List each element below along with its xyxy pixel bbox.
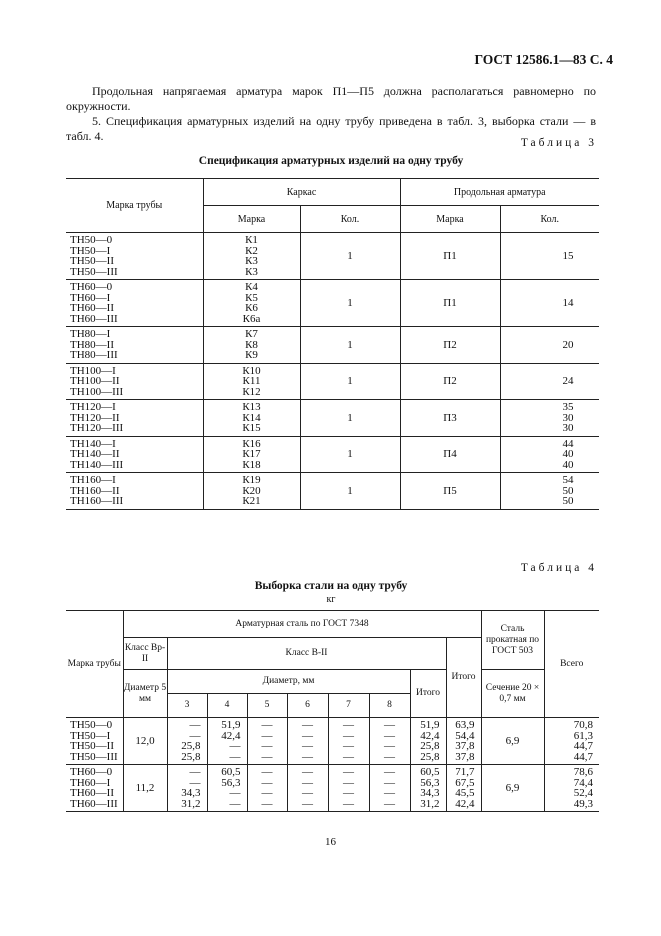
diam-d6-cell: [287, 718, 328, 765]
rolled-steel-value: 6,9: [481, 718, 544, 765]
long-qty-cell: [500, 436, 599, 473]
frame-qty: 1: [300, 473, 400, 510]
itogo-value: 71,7: [455, 766, 475, 778]
total-cell: [544, 765, 599, 812]
frame-mark: К14: [242, 411, 261, 424]
total-cell: [544, 718, 599, 765]
diam-value: —: [384, 740, 395, 752]
pipe-mark: ТН160—I: [70, 474, 116, 486]
diam-value: —: [384, 797, 395, 810]
long-qty: 50: [562, 495, 574, 507]
diam-d7-cell: [328, 718, 369, 765]
diam-value: 56,3: [221, 776, 241, 789]
frame-marks-cell: [203, 473, 300, 510]
page-number: 16: [325, 836, 336, 848]
pipe-mark: ТН60—0: [70, 281, 113, 293]
pipe-marks-cell: [66, 280, 203, 327]
diam-value: 31,2: [181, 797, 201, 810]
pipe-mark: ТН50—II: [70, 740, 114, 752]
long-qty: 24: [562, 375, 574, 387]
diam-d5-cell: [247, 765, 287, 812]
long-mark: П1: [400, 233, 500, 280]
itogo-value: 54,4: [455, 729, 475, 742]
long-qty: 44: [562, 437, 574, 450]
itogo-value: 63,9: [455, 719, 475, 731]
long-qty: 30: [562, 411, 574, 424]
t4-header-diam-mm: Диаметр, мм: [167, 670, 410, 694]
long-qty: 40: [562, 448, 574, 460]
diam-value: —: [261, 719, 273, 731]
diam-value: —: [343, 766, 354, 778]
rolled-steel-value: 6,9: [481, 765, 544, 812]
pipe-marks-cell: [66, 363, 203, 400]
frame-mark: К15: [242, 422, 261, 434]
frame-marks-cell: [203, 280, 300, 327]
diam-value: —: [229, 787, 241, 799]
total-value: 52,4: [573, 787, 593, 799]
long-mark: П2: [400, 363, 500, 400]
t4-header-d5: 5: [247, 694, 287, 718]
frame-mark: К8: [245, 338, 258, 351]
frame-mark: К13: [242, 401, 261, 413]
t3-header-frame-qty: Кол.: [300, 206, 400, 233]
total-value: 44,7: [573, 750, 593, 763]
pipe-marks-cell: [66, 765, 123, 812]
pipe-mark: ТН50—0: [70, 719, 113, 731]
diam-value: —: [261, 766, 273, 778]
table-row: [66, 363, 599, 400]
long-qty-cell: [500, 327, 599, 364]
long-qty-cell: [500, 280, 599, 327]
frame-mark: К10: [242, 364, 261, 377]
frame-mark: К4: [245, 281, 258, 293]
frame-mark: К6: [245, 302, 258, 314]
diam-value: —: [302, 729, 313, 742]
itogo-v-value: 31,2: [420, 797, 440, 810]
pipe-mark: ТН140—I: [70, 437, 116, 450]
table-row: [66, 473, 599, 510]
diam-value: —: [343, 776, 354, 789]
itogo-v-cell: [410, 765, 446, 812]
long-qty: 35: [562, 401, 574, 413]
frame-marks-cell: [203, 327, 300, 364]
pipe-mark: ТН160—II: [70, 484, 120, 497]
diam-value: —: [343, 797, 354, 810]
t4-header-d3: 3: [167, 694, 207, 718]
diam-value: —: [302, 719, 313, 731]
pipe-mark: ТН60—0: [70, 766, 113, 778]
diam-d8-cell: [369, 718, 410, 765]
frame-mark: К16: [242, 437, 261, 450]
total-value: 74,4: [573, 776, 593, 789]
diam-value: 25,8: [181, 750, 201, 763]
diam-d5-cell: [247, 718, 287, 765]
long-qty: 50: [562, 484, 574, 497]
pipe-mark: ТН50—I: [70, 729, 111, 742]
paragraph-longitudinal-reinforcement: Продольная напрягаемая арматура марок П1—П5 должна располагаться равномерно по окружности.: [66, 84, 596, 113]
frame-mark: К9: [245, 349, 258, 361]
frame-mark: К21: [242, 495, 261, 507]
frame-qty: 1: [300, 233, 400, 280]
t3-header-long-mark: Марка: [400, 206, 500, 233]
long-qty-cell: [500, 233, 599, 280]
itogo-v-cell: [410, 718, 446, 765]
frame-mark: К17: [242, 448, 261, 460]
pipe-mark: ТН50—III: [70, 750, 118, 763]
diam-value: —: [302, 776, 313, 789]
pipe-mark: ТН60—III: [70, 797, 118, 810]
total-value: 44,7: [573, 740, 593, 752]
t4-header-class-v: Класс В-II: [167, 638, 446, 670]
long-mark: П3: [400, 400, 500, 437]
diam-value: 42,4: [221, 729, 241, 742]
pipe-mark: ТН60—III: [70, 312, 118, 325]
pipe-mark: ТН140—II: [70, 448, 120, 460]
table-row: [66, 436, 599, 473]
frame-mark: К3: [245, 255, 258, 267]
diam-value: —: [229, 797, 241, 810]
diam-value: —: [261, 750, 273, 763]
itogo-value: 42,4: [455, 797, 475, 810]
diam-value: —: [229, 750, 241, 763]
frame-qty: 1: [300, 436, 400, 473]
long-qty: 40: [562, 458, 574, 471]
pipe-mark: ТН50—0: [70, 234, 113, 246]
pipe-mark: ТН80—I: [70, 328, 111, 340]
frame-mark: К3: [245, 265, 258, 278]
pipe-mark: ТН120—II: [70, 411, 120, 424]
class-vr-value: 11,2: [123, 765, 167, 812]
frame-mark: К12: [242, 385, 261, 398]
frame-marks-cell: [203, 363, 300, 400]
pipe-mark: ТН100—III: [70, 385, 124, 398]
table-row: [66, 280, 599, 327]
pipe-mark: ТН100—I: [70, 364, 116, 377]
pipe-mark: ТН50—III: [70, 265, 118, 278]
itogo-v-value: 42,4: [420, 729, 440, 742]
frame-mark: К2: [245, 244, 258, 257]
table3-caption: Спецификация арматурных изделий на одну трубу: [198, 155, 464, 167]
table-row: [66, 718, 599, 765]
pipe-mark: ТН60—I: [70, 291, 111, 304]
pipe-marks-cell: [66, 400, 203, 437]
table4: [66, 610, 599, 812]
diam-value: —: [189, 776, 201, 789]
pipe-mark: ТН100—II: [70, 375, 120, 387]
t3-header-longitudinal: Продольная арматура: [400, 179, 599, 206]
pipe-mark: ТН160—III: [70, 495, 124, 507]
frame-qty: 1: [300, 327, 400, 364]
table-row: [66, 327, 599, 364]
pipe-mark: ТН50—II: [70, 255, 114, 267]
t4-header-d7: 7: [328, 694, 369, 718]
pipe-mark: ТН60—II: [70, 302, 114, 314]
diam-value: —: [384, 750, 395, 763]
long-qty-cell: [500, 363, 599, 400]
t3-header-pipe-mark: Марка трубы: [66, 179, 203, 233]
diam-value: —: [302, 797, 313, 810]
diam-value: —: [384, 719, 395, 731]
diam-value: —: [343, 719, 354, 731]
diam-value: —: [302, 740, 313, 752]
diam-d8-cell: [369, 765, 410, 812]
diam-value: —: [343, 750, 354, 763]
itogo-v-value: 60,5: [420, 766, 440, 778]
long-qty: 14: [562, 296, 574, 309]
t4-header-arm-steel: Арматурная сталь по ГОСТ 7348: [123, 611, 481, 638]
itogo-cell: [446, 718, 481, 765]
long-mark: П1: [400, 280, 500, 327]
itogo-value: 45,5: [455, 787, 475, 799]
frame-marks-cell: [203, 400, 300, 437]
diam-value: 51,9: [221, 719, 241, 731]
long-mark: П2: [400, 327, 500, 364]
long-qty: 15: [562, 249, 574, 262]
frame-mark: К7: [245, 328, 258, 340]
table4-unit: кг: [326, 594, 336, 605]
itogo-v-value: 25,8: [420, 750, 440, 763]
frame-qty: 1: [300, 280, 400, 327]
t4-header-total: Всего: [544, 611, 599, 718]
itogo-cell: [446, 765, 481, 812]
t4-header-d6: 6: [287, 694, 328, 718]
class-vr-value: 12,0: [123, 718, 167, 765]
diam-value: —: [189, 766, 201, 778]
t4-header-diam5: Диаметр 5 мм: [123, 670, 167, 718]
diam-value: —: [261, 740, 273, 752]
frame-mark: К19: [242, 474, 261, 486]
total-value: 61,3: [573, 729, 593, 742]
t4-header-d4: 4: [207, 694, 247, 718]
long-mark: П4: [400, 436, 500, 473]
paragraph-specification: 5. Спецификация арматурных изделий на одну трубу приведена в табл. 3, выборка стали — в табл. 4.: [66, 114, 596, 143]
table-row: [66, 765, 599, 812]
diam-d4-cell: [207, 765, 247, 812]
diam-d6-cell: [287, 765, 328, 812]
table4-label: Таблица 4: [520, 562, 597, 574]
frame-marks-cell: [203, 233, 300, 280]
total-value: 49,3: [573, 797, 593, 810]
frame-mark: К11: [242, 375, 261, 387]
diam-value: 60,5: [221, 766, 241, 778]
pipe-marks-cell: [66, 718, 123, 765]
table-row: [66, 233, 599, 280]
itogo-v-value: 51,9: [420, 719, 440, 731]
diam-d3-cell: [167, 718, 207, 765]
itogo-value: 37,8: [455, 750, 475, 763]
diam-d4-cell: [207, 718, 247, 765]
itogo-v-value: 56,3: [420, 776, 440, 789]
diam-d3-cell: [167, 765, 207, 812]
total-value: 78,6: [573, 766, 593, 778]
diam-value: —: [384, 787, 395, 799]
diam-value: —: [343, 729, 354, 742]
diam-value: —: [189, 729, 201, 742]
pipe-marks-cell: [66, 473, 203, 510]
long-qty: 54: [562, 474, 574, 486]
pipe-mark: ТН60—I: [70, 776, 111, 789]
diam-value: —: [229, 740, 241, 752]
pipe-mark: ТН60—II: [70, 787, 114, 799]
t3-header-frame: Каркас: [203, 179, 400, 206]
t3-header-long-qty: Кол.: [500, 206, 599, 233]
diam-value: —: [261, 729, 273, 742]
pipe-mark: ТН80—III: [70, 349, 118, 361]
long-qty-cell: [500, 400, 599, 437]
table4-caption: Выборка стали на одну трубу: [254, 580, 408, 592]
t4-header-d8: 8: [369, 694, 410, 718]
pipe-marks-cell: [66, 436, 203, 473]
diam-value: —: [302, 766, 313, 778]
diam-value: —: [384, 729, 395, 742]
diam-value: —: [261, 797, 273, 810]
t4-header-pipe-mark: Марка трубы: [66, 611, 123, 718]
pipe-mark: ТН120—I: [70, 401, 116, 413]
frame-qty: 1: [300, 400, 400, 437]
pipe-mark: ТН140—III: [70, 458, 124, 471]
diam-d7-cell: [328, 765, 369, 812]
itogo-value: 67,5: [455, 776, 475, 789]
table-row: [66, 400, 599, 437]
itogo-v-value: 25,8: [420, 740, 440, 752]
diam-value: 25,8: [181, 740, 201, 752]
table3: [66, 178, 599, 510]
diam-value: —: [261, 787, 273, 799]
frame-mark: К1: [245, 234, 258, 246]
total-value: 70,8: [573, 719, 593, 731]
long-mark: П5: [400, 473, 500, 510]
diam-value: —: [302, 750, 313, 763]
diam-value: —: [189, 719, 201, 731]
diam-value: —: [343, 740, 354, 752]
diam-value: —: [343, 787, 354, 799]
itogo-value: 37,8: [455, 740, 475, 752]
long-qty: 20: [562, 338, 574, 351]
pipe-mark: ТН120—III: [70, 422, 124, 434]
pipe-marks-cell: [66, 327, 203, 364]
frame-mark: К20: [242, 484, 261, 497]
t4-header-rolled-steel: Сталь прокатная по ГОСТ 503: [481, 611, 544, 670]
pipe-mark: ТН50—I: [70, 244, 111, 257]
diam-value: —: [384, 776, 395, 789]
t3-header-frame-mark: Марка: [203, 206, 300, 233]
long-qty-cell: [500, 473, 599, 510]
diam-value: —: [302, 787, 313, 799]
pipe-marks-cell: [66, 233, 203, 280]
frame-marks-cell: [203, 436, 300, 473]
t4-header-itogo-inner: Итого: [410, 670, 446, 718]
frame-qty: 1: [300, 363, 400, 400]
diam-value: —: [261, 776, 273, 789]
frame-mark: К5: [245, 291, 258, 304]
frame-mark: К6а: [242, 312, 261, 325]
table3-label: Таблица 3: [520, 137, 597, 149]
pipe-mark: ТН80—II: [70, 338, 114, 351]
itogo-v-value: 34,3: [420, 787, 440, 799]
t4-header-itogo: Итого: [446, 638, 481, 718]
diam-value: —: [384, 766, 395, 778]
page-header: ГОСТ 12586.1—83 С. 4: [474, 52, 613, 67]
t4-header-section: Сечение 20 × 0,7 мм: [481, 670, 544, 718]
long-qty: 30: [562, 422, 574, 434]
frame-mark: К18: [242, 458, 261, 471]
t4-header-class-vr: Класс Вр-II: [123, 638, 167, 670]
diam-value: 34,3: [181, 787, 201, 799]
